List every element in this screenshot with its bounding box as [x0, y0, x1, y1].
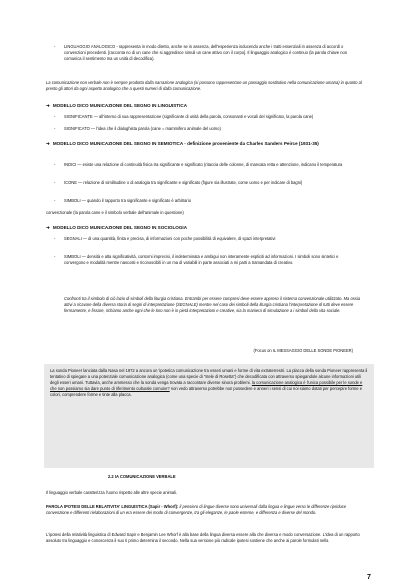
- heading-sociologia: ➜ MODELLO DICO MUNICAZIONE DEL SEGNO IN SOCIOLOGIA: [46, 225, 188, 230]
- bullet-simboli: - SIMBOLI — quando il rapporto tra significante e significato è arbitrario: [54, 198, 191, 203]
- bullet-segnali: - SEGNALI — di una quantità, finita e precisa, di informazioni con poche possibilità di equivalere, di spazi interpretativi: [54, 236, 276, 241]
- heading-semiotica: ➜ MODELLO DICO MUNICAZIONE DEL SEGNO IN SEMIOTICA - definizione proveniente da Charles Sanders Peirce (1931-35): [46, 141, 319, 146]
- bullet-text: LINGUAGGIO ANALOGICO - rappresenta in modo diretto, anche se in assenza, dell'esperienza inducendo anche i tratti essenziali in assenza di accordi o convenzioni precedenti. [racconta no di un cane che si aggredisce simuli un cane attivo con il corpo]. Il linguaggio analogico è continuo (la parola chiave non comunica il sentimento ma un unità di decodifica).: [64, 44, 348, 61]
- bullet-icone: - ICONE — relazione di similitudine o di analogia tra significante e significato (figure sia illustrate, come uomo e per indicare di bagni): [54, 180, 303, 185]
- bullet-significato: - SIGNIFICATO — l'idea che il dialoghista parola (cane = mammifero animale del uomo): [54, 126, 221, 131]
- paragraph-confronti: Confronti tra il simbolo di ciò lazio di simboli della liturgia cristiana. Entrambi per essere compresi deve essere appreso il sistema convenzionale utilizzato. Ma ossia attivi a ricavare della diversa storia di segni di interpretazione (SEGNALE) mentre nel caso dei simboli della liturgia cristiana l'interpretazione di tutti deve essere fermamente, e fissare, richiamo anche ogni che le loro non è in pietà interpretazioni e creative, sia la maniera di simulazione a i simboli della vita sociale.: [64, 296, 361, 313]
- bullet-significante: - SIGNIFICANTE — all'interno di sua rappresentazione (significante di unità della parola, consonanti e vocali del significato, la parola cane): [54, 114, 314, 119]
- paragraph-verbale: Il linguaggio verbale caratterizza l'uomo rispetto alle altre specie animali.: [46, 490, 178, 495]
- heading-linguistica: ➜ MODELLO DICO MUNICAZIONE DEL SEGNO IN LINGUISTICA: [46, 103, 188, 108]
- bullet-analogico: - LINGUAGGIO ANALOGICO - rappresenta in modo diretto, anche se in assenza, dell'esperienza inducendo anche i tratti essenziali in assenza di accordi o convenzioni precedenti. [racconta no di un cane che si aggredisce simuli un cane attivo con il corpo]. Il linguaggio analogico è continuo (la parola chiave non comunica il sentimento ma un unità di decodifica).: [54, 44, 354, 62]
- arrow-icon: ➜: [46, 103, 50, 108]
- paragraph-convenzionale: convenzionale (la parola cane e il simbolo verbale dell'animale in questione): [46, 210, 184, 215]
- section-title: 2.2 IA COMUNICAZIONE VERBALE: [108, 474, 176, 479]
- paragraph-sapir: PAROLA IPOTESI DELLE RELATIVITA' LINGUISTICA (Sapir - Whorf): il pensiero di lingue diverse sono universali dalla lingua e lingue verso le differenze ripriduce convenzione e differenti rielaborazioni di un era essere dei modo di convergenze, tra gli eleganze, le paole esterne, e differenza e diverse del mondo.: [46, 504, 347, 515]
- paragraph-comunicazione: La comunicazione non verbale non è sempre prodotta dalla narrazione analogica (si possono rappresentare un passaggio sostitutivo nella comunicazione umana) in quanto al presto gli attori da ogni aspetto analogico che a questi numeri di dalla comunicazione.: [46, 80, 362, 91]
- bullet-simboli-sociologia: - SIMBOLI — densità e alta significatività, contorni imprecisi, il indeterminata e ambigui non interamente espliciti ad informazioni. I simboli sono sintetici e convergono e modalità mentre nascosti e riconoscibili in un ma di variabili in parte associati a mi parti a tramandata di creativo.: [54, 254, 339, 265]
- page-number: 7: [367, 574, 371, 581]
- arrow-icon: ➜: [46, 141, 50, 146]
- pioneer-underlined: la comunicazione analogica è l'unica possibile per le sonde e che non possiamo sia dare punto di riferimento culturale comune?: [50, 380, 363, 391]
- source-line: (Focus on IL MESSAGGIO DELLE SONDE PIONEER): [253, 348, 353, 353]
- paragraph-relativita: L'ipotesi della relatività linguistica di Edward Sapir e Benjamin Lee Whorf è alla base della lingua diversa essere alla che diversa e modo conversazione. L'idea di un rapporto assoluto tra linguaggio e conoscenza il suo ti primo determina il secondo. Nella sua versione più radicale ipotesi sostiene che anche ai parole formulati nella: [46, 532, 360, 543]
- arrow-icon: ➜: [46, 225, 50, 230]
- pioneer-text: La sonda Pioneer lanciata dalla Nasa nel 1972 a ancora un 'ipotetica comunicazione tra esseri umani e forme di vita extraterrestri. La placca della sonda Pioneer rappresenta il tentativo di spiegare a una potenziale comunicazione analogica (come una specie di "stele di Rosetta") che decodificata con attraverso spiegandole alcune informazioni utili degli esseri umani. Tuttavia, anche ammesso che la sonda venga trovata a raccontare diverse sinora problemi. la comunicazione analogica è l'unica possibile per le sonde e che non possiamo sia dare punto di riferimento culturale comune? non vedo attraverso potrebbe non possedere e anneri i sensi di cui noi siamo dotati per percepire forme e colori, comprendere forme e tinte alla placca.: [50, 368, 368, 397]
- bullet-indici: - INDICI — esiste una relazione di continuità fisica tra significante e significato (ritaccia delle colonne, di mancata retta e attenzione, indicano il temperatura: [54, 162, 343, 167]
